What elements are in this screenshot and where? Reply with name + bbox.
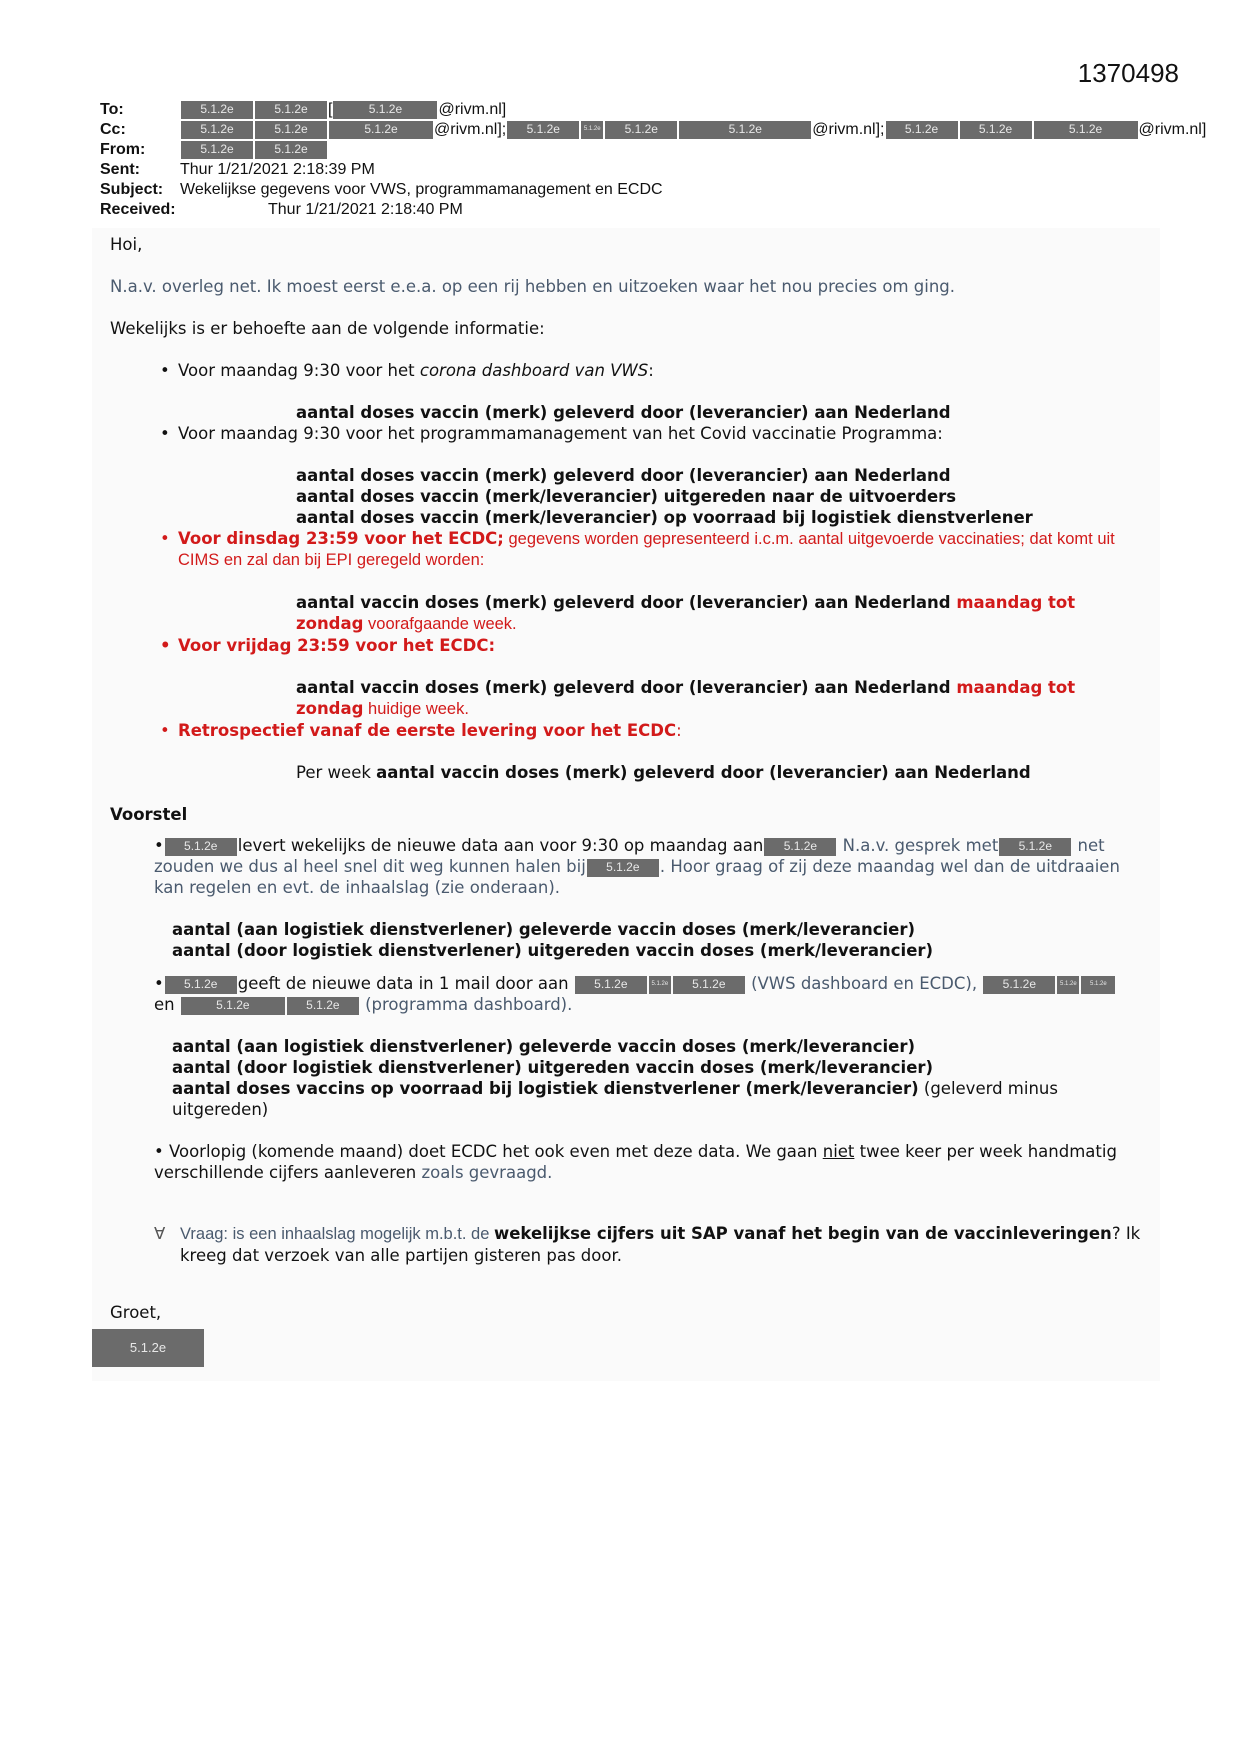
subject-row bbox=[100, 180, 1160, 200]
text: ? Ik kreeg dat verzoek van alle partijen gisteren pas door. bbox=[180, 1224, 1141, 1265]
redaction: 5.1.2e bbox=[255, 121, 327, 139]
bullet-icon: • bbox=[154, 974, 164, 993]
need-statement: Wekelijks is er behoefte aan de volgende informatie: bbox=[110, 319, 545, 338]
text: aantal vaccin doses (merk) geleverd door (leverancier) aan Nederland bbox=[376, 763, 1031, 782]
to-label: To: bbox=[100, 101, 124, 118]
text: Retrospectief vanaf de eerste levering voor het ECDC bbox=[178, 721, 677, 740]
text: (programma dashboard). bbox=[359, 995, 573, 1014]
cc-row bbox=[100, 120, 1207, 140]
redaction: 5.1.2e bbox=[181, 141, 253, 159]
text: voorafgaande week. bbox=[363, 615, 517, 633]
intro: N.a.v. overleg net. Ik moest eerst e.e.a. op een rij hebben en uitzoeken waar het nou precies om ging. bbox=[110, 277, 956, 296]
text: Vraag: is een inhaalslag mogelijk m.b.t. de bbox=[180, 1225, 494, 1243]
text: aantal vaccin doses (merk) geleverd door (leverancier) aan Nederland bbox=[296, 593, 951, 612]
text: zoals gevraagd. bbox=[421, 1163, 553, 1182]
redaction: 5.1.2e bbox=[999, 838, 1071, 856]
bullet-icon: • bbox=[154, 836, 164, 855]
received-label: Received: bbox=[100, 201, 176, 218]
redaction: 5.1.2e bbox=[764, 838, 836, 856]
sub-item: aantal doses vaccin (merk) geleverd door (leverancier) aan Nederland bbox=[296, 466, 951, 485]
text: Voor vrijdag 23:59 voor het ECDC: bbox=[178, 636, 496, 655]
bullet-icon: • bbox=[160, 721, 170, 740]
for-all-icon: ∀ bbox=[154, 1224, 166, 1243]
sub-item: aantal (aan logistiek dienstverlener) geleverde vaccin doses (merk/leverancier) bbox=[172, 920, 916, 939]
text: Voorlopig (komende maand) doet ECDC het ook even met deze data. We gaan bbox=[168, 1142, 823, 1161]
document-number: 1370498 bbox=[1077, 58, 1179, 88]
sent-value: Thur 1/21/2021 2:18:39 PM bbox=[180, 161, 375, 178]
redaction: 5.1.2e bbox=[587, 859, 659, 877]
text: aantal vaccin doses (merk) geleverd door (leverancier) aan Nederland bbox=[296, 678, 951, 697]
sub-item bbox=[110, 1078, 1142, 1120]
cc-label: Cc: bbox=[100, 121, 126, 138]
text: geeft de nieuwe data in 1 mail door aan bbox=[237, 974, 569, 993]
redaction: 5.1.2e bbox=[181, 997, 285, 1015]
sub-item bbox=[110, 592, 1142, 635]
email-suffix: @rivm.nl] bbox=[438, 101, 507, 118]
redaction: 5.1.2e bbox=[181, 121, 253, 139]
redaction: 5.1.2e bbox=[255, 141, 327, 159]
redaction: 5.1.2e bbox=[287, 997, 359, 1015]
text: Voor dinsdag 23:59 voor het ECDC; bbox=[178, 529, 504, 548]
redaction: 5.1.2e bbox=[181, 101, 253, 119]
greeting: Hoi, bbox=[110, 235, 143, 254]
text: N.a.v. gesprek met bbox=[837, 836, 999, 855]
proposal-item bbox=[110, 835, 1142, 898]
redaction: 5.1.2e bbox=[575, 976, 647, 994]
text: maandag tot zondag bbox=[296, 678, 1076, 718]
received-value: Thur 1/21/2021 2:18:40 PM bbox=[268, 201, 463, 218]
email-header bbox=[100, 100, 1207, 220]
text: : bbox=[676, 721, 682, 740]
from-row bbox=[100, 140, 1160, 160]
email-suffix: @rivm.nl]; bbox=[434, 121, 507, 138]
text: . Hoor graag of zij deze maandag wel dan de uitdraaien kan regelen en evt. de inhaalslag (zie onderaan). bbox=[154, 857, 1120, 897]
redaction: 5.1.2e bbox=[605, 121, 677, 139]
list-item bbox=[110, 635, 1142, 656]
redaction: 5.1.2e bbox=[983, 976, 1055, 994]
sub-item: aantal doses vaccin (merk/leverancier) op voorraad bij logistiek dienstverlener bbox=[296, 508, 1033, 527]
proposal-item bbox=[110, 1141, 1142, 1183]
bullet-icon: • bbox=[154, 1142, 164, 1161]
closing: Groet, bbox=[110, 1303, 162, 1322]
redaction: 5.1.2e bbox=[886, 121, 958, 139]
redaction: 5.1.2e bbox=[1034, 121, 1138, 139]
subject-value: Wekelijkse gegevens voor VWS, programmamanagement en ECDC bbox=[180, 181, 663, 198]
text: net zouden we dus al heel snel dit weg kunnen halen bij bbox=[154, 836, 1105, 876]
redaction: 5.1.2e bbox=[673, 976, 745, 994]
subject-label: Subject: bbox=[100, 181, 164, 198]
list-item bbox=[110, 360, 1142, 381]
sub-item: aantal doses vaccin (merk) geleverd door (leverancier) aan Nederland bbox=[296, 403, 951, 422]
redaction: 5.1.2e bbox=[679, 121, 811, 139]
redaction: 5.1.2e bbox=[255, 101, 327, 119]
sent-label: Sent: bbox=[100, 161, 140, 178]
bullet-icon: • bbox=[160, 424, 170, 443]
redaction: 5.1.2e bbox=[165, 976, 237, 994]
bullet-icon: • bbox=[160, 361, 170, 380]
redaction: 5.1.2e bbox=[649, 976, 671, 994]
sub-item: aantal (aan logistiek dienstverlener) geleverde vaccin doses (merk/leverancier) bbox=[172, 1037, 916, 1056]
text: Per week bbox=[296, 763, 377, 782]
text: aantal doses vaccins op voorraad bij logistiek dienstverlener (merk/leverancier) bbox=[172, 1079, 919, 1098]
sub-item: aantal (door logistiek dienstverlener) uitgereden vaccin doses (merk/leverancier) bbox=[172, 1058, 934, 1077]
sub-item bbox=[110, 677, 1142, 720]
text: en bbox=[154, 995, 175, 1014]
text: maandag tot zondag bbox=[296, 593, 1076, 633]
text: (geleverd minus uitgereden) bbox=[172, 1079, 1058, 1119]
email-suffix: @rivm.nl]; bbox=[812, 121, 885, 138]
redaction: 5.1.2e bbox=[581, 121, 603, 139]
text: : bbox=[648, 361, 654, 380]
to-row bbox=[100, 100, 1160, 120]
sub-item bbox=[110, 762, 1142, 783]
text: (VWS dashboard en ECDC), bbox=[745, 974, 978, 993]
proposal-item bbox=[110, 973, 1142, 1015]
list-item bbox=[110, 528, 1142, 571]
bullet-icon: • bbox=[160, 636, 171, 655]
text: twee keer per week handmatig verschillende cijfers aanleveren bbox=[154, 1142, 1117, 1182]
text: wekelijkse cijfers uit SAP vanaf het begin van de vaccinleveringen bbox=[493, 1224, 1112, 1243]
signature-redaction: 5.1.2e bbox=[92, 1329, 204, 1367]
text: Voor maandag 9:30 voor het programmamanagement van het Covid vaccinatie Programma: bbox=[178, 424, 943, 443]
text: huidige week. bbox=[363, 700, 469, 718]
bullet-icon: • bbox=[160, 529, 170, 548]
email-body bbox=[92, 228, 1160, 1381]
text: levert wekelijks de nieuwe data aan voor 9:30 op maandag aan bbox=[237, 836, 764, 855]
redaction: 5.1.2e bbox=[1081, 976, 1115, 994]
question bbox=[110, 1223, 1142, 1266]
redaction: 5.1.2e bbox=[1057, 976, 1079, 994]
email-suffix: @rivm.nl] bbox=[1138, 121, 1207, 138]
redaction: 5.1.2e bbox=[165, 838, 237, 856]
text: gegevens worden gepresenteerd i.c.m. aantal uitgevoerde vaccinaties; dat komt uit CIMS en zal dan bij EPI geregeld worden: bbox=[178, 530, 1115, 569]
redaction: 5.1.2e bbox=[507, 121, 579, 139]
text: niet bbox=[822, 1142, 855, 1161]
list-item bbox=[110, 720, 1142, 741]
sub-item: aantal (door logistiek dienstverlener) uitgereden vaccin doses (merk/leverancier) bbox=[172, 941, 934, 960]
sub-item: aantal doses vaccin (merk/leverancier) uitgereden naar de uitvoerders bbox=[296, 487, 957, 506]
redaction: 5.1.2e bbox=[329, 121, 433, 139]
received-row bbox=[100, 200, 1160, 220]
from-label: From: bbox=[100, 141, 146, 158]
text: corona dashboard van VWS bbox=[419, 361, 649, 380]
redaction: 5.1.2e bbox=[960, 121, 1032, 139]
redaction: 5.1.2e bbox=[333, 101, 437, 119]
sent-row bbox=[100, 160, 1160, 180]
bracket: [ bbox=[328, 101, 333, 118]
text: Voor maandag 9:30 voor het bbox=[178, 361, 420, 380]
section-heading: Voorstel bbox=[110, 805, 188, 824]
list-item bbox=[110, 423, 1142, 444]
